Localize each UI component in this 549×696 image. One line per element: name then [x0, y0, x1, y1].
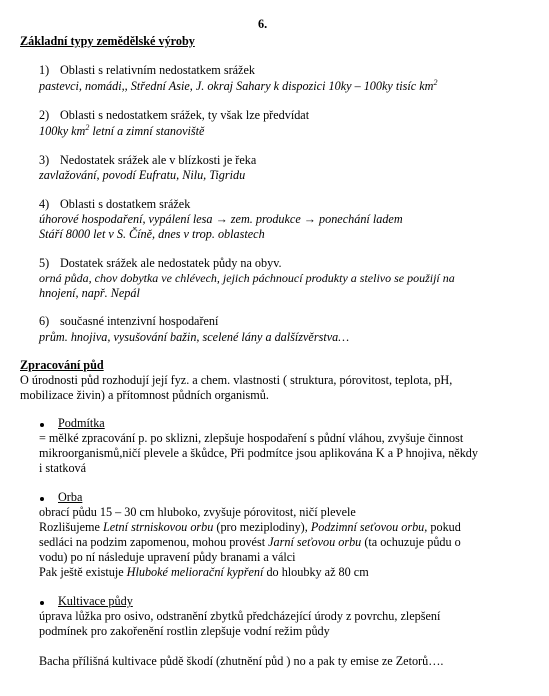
paragraph-line: = mělké zpracování p. po sklizni, zlepšuje hospodaření s půdní vláhou, zvyšuje činnost — [39, 431, 464, 445]
list-item-desc: zavlažování, povodí Eufratu, Nilu, Tigridu — [39, 168, 246, 182]
list-item-title: Oblasti s dostatkem srážek — [60, 197, 191, 211]
bullet-icon — [40, 601, 44, 605]
page-number: 6. — [258, 17, 268, 31]
list-item-desc: úhorové hospodaření, vypálení lesa → zem. produkce → ponechání ladem — [39, 212, 403, 226]
list-item-title: Oblasti s relativním nedostatkem srážek — [60, 63, 255, 77]
paragraph-line: mobilizace živin) a přítomnost půdních organismů. — [20, 388, 269, 402]
list-item-desc: hnojení, např. Nepál — [39, 286, 140, 300]
list-item-desc: prům. hnojiva, vysušování bažin, scelené lány a dalšízvěrstva… — [39, 330, 350, 344]
list-item-title: Oblasti s nedostatkem srážek, ty však lze předvídat — [60, 108, 310, 122]
list-item-desc: orná půda, chov dobytka ve chlévech, jejich páchnoucí produkty a stelivo se použijí na — [39, 271, 455, 285]
list-item-desc: 100ky $km^2$ letní a zimní stanoviště — [39, 122, 205, 138]
paragraph-line: sedláci na podzim zapomenou, mohou provést Jarní seťovou orbu (ta ochuzuje půdu o — [39, 535, 461, 549]
subheading-kultivace: Kultivace půdy — [58, 594, 133, 608]
subheading-podmitka: Podmítka — [58, 416, 105, 430]
paragraph-line: Rozlišujeme Letní strniskovou orbu (pro meziplodiny), Podzimní seťovou orbu, pokud — [39, 520, 461, 534]
list-item-desc: Stáří 8000 let v S. Číně, dnes v trop. oblastech — [39, 227, 265, 241]
paragraph-line: i statková — [39, 461, 87, 475]
section-heading-farming-types: Základní typy zemědělské výroby — [20, 34, 195, 48]
list-item-title: Nedostatek srážek ale v blízkosti je řeka — [60, 153, 257, 167]
bullet-icon — [40, 497, 44, 501]
list-item-number: 6) — [39, 314, 50, 328]
paragraph-line: úprava lůžka pro osivo, odstranění zbytků předcházející úrody z povrchu, zlepšení — [39, 609, 441, 623]
paragraph-line: Pak ještě existuje Hluboké meliorační kypření do hloubky až 80 cm — [39, 565, 369, 579]
list-item-number: 1) — [39, 63, 50, 77]
paragraph-line: O úrodnosti půd rozhodují její fyz. a chem. vlastnosti ( struktura, pórovitost, teplota, pH, — [20, 373, 453, 387]
list-item-number: 3) — [39, 153, 50, 167]
paragraph-line: obrací půdu 15 – 30 cm hluboko, zvyšuje pórovitost, ničí plevele — [39, 505, 356, 519]
subheading-orba: Orba — [58, 490, 83, 504]
closing-note: Bacha přílišná kultivace půdě škodí (zhutnění půd ) no a pak ty emise ze Zetorů…. — [39, 654, 444, 668]
list-item-desc: pastevci, nomádi,, Střední Asie, J. okraj Sahary k dispozici 10ky – 100ky tisíc $km^2$ — [39, 77, 438, 93]
list-item-number: 2) — [39, 108, 50, 122]
section-heading-soil-tillage: Zpracování půd — [20, 358, 104, 372]
list-item-title: Dostatek srážek ale nedostatek půdy na obyv. — [60, 256, 282, 270]
list-item-title: současné intenzivní hospodaření — [60, 314, 219, 328]
bullet-icon — [40, 423, 44, 427]
paragraph-line: mikroorganismů,ničí plevele a škůdce, Při podmítce jsou aplikována K a P hnojiva, někdy — [39, 446, 478, 460]
paragraph-line: vodu) po ní následuje upravení půdy branami a válci — [39, 550, 296, 564]
paragraph-line: podmínek pro zakořenění rostlin zlepšuje vodní režim půdy — [39, 624, 330, 638]
list-item-number: 5) — [39, 256, 50, 270]
list-item-number: 4) — [39, 197, 50, 211]
